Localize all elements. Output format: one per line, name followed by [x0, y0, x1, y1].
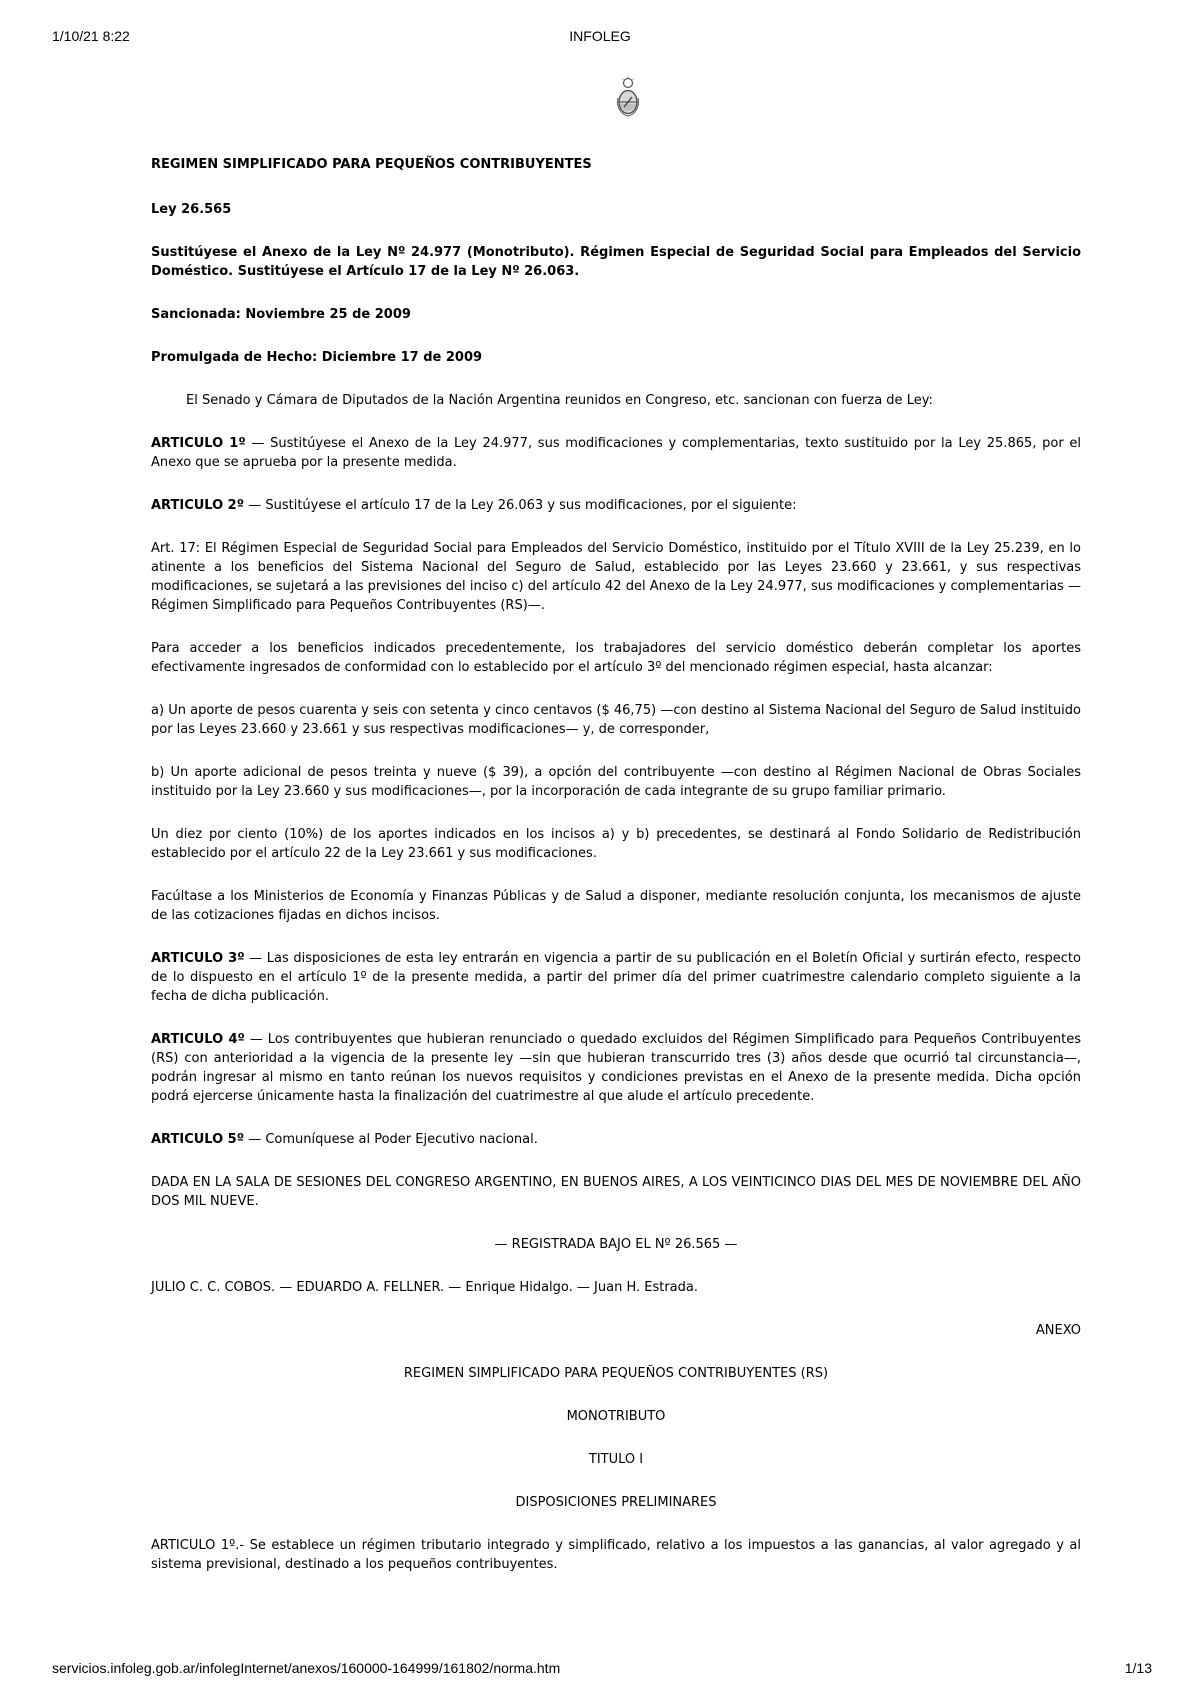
document-title: REGIMEN SIMPLIFICADO PARA PEQUEÑOS CONTRIBUYENTES	[151, 157, 592, 172]
article-3	[151, 949, 1081, 1006]
article-2-label: ARTICULO 2º	[151, 498, 245, 513]
annex-label: ANEXO	[1035, 1323, 1081, 1338]
article-3-text: — Las disposiciones de esta ley entrarán en vigencia a partir de su publicación en el Boletín Oficial y surtirán efecto, respecto de lo dispuesto en el artículo 1º de la presente medida, a partir del primer día del primer cuatrimestre calendario completo siguiente a la fecha de dicha publicación.	[151, 951, 1081, 1004]
title-heading: TITULO I	[588, 1452, 644, 1467]
preamble: El Senado y Cámara de Diputados de la Nación Argentina reunidos en Congreso, etc. sancionan con fuerza de Ley:	[186, 393, 933, 408]
article-3-label: ARTICULO 3º	[151, 951, 245, 966]
sanction-date: Sancionada: Noviembre 25 de 2009	[151, 307, 411, 322]
article-5-label: ARTICULO 5º	[151, 1132, 245, 1147]
article-4-text: — Los contribuyentes que hubieran renunciado o quedado excluidos del Régimen Simplificado para Pequeños Contribuyentes (RS) con anterioridad a la vigencia de la presente ley —sin que hubieran transcurrido tres (3) años desde que ocurrió tal circunstancia—, podrán ingresar al mismo en tanto reúnan los nuevos requisitos y condiciones previstas en el Anexo de la presente medida. Dicha opción podrá ejercerse únicamente hasta la finalización del cuatrimestre al que alude el artículo precedente.	[151, 1032, 1081, 1104]
article-4-label: ARTICULO 4º	[151, 1032, 245, 1047]
page-url: servicios.infoleg.gob.ar/infolegInternet/anexos/160000-164999/161802/norma.htm	[52, 1660, 561, 1676]
preliminary-provisions-heading: DISPOSICIONES PRELIMINARES	[515, 1495, 717, 1510]
given-statement: DADA EN LA SALA DE SESIONES DEL CONGRESO ARGENTINO, EN BUENOS AIRES, A LOS VEINTICINCO DIAS DEL MES DE NOVIEMBRE DEL AÑO DOS MIL NUEVE.	[151, 1175, 1081, 1209]
monotributo-heading: MONOTRIBUTO	[566, 1409, 666, 1424]
article-2-text: — Sustitúyese el artículo 17 de la Ley 26.063 y sus modificaciones, por el siguiente:	[244, 498, 797, 513]
law-document	[151, 155, 1081, 1598]
ten-percent-paragraph: Un diez por ciento (10%) de los aportes indicados en los incisos a) y b) precedentes, se destinará al Fondo Solidario de Redistribución establecido por el artículo 22 de la Ley 23.661 y sus modificaciones.	[151, 827, 1081, 861]
annex-title: REGIMEN SIMPLIFICADO PARA PEQUEÑOS CONTRIBUYENTES (RS)	[403, 1366, 829, 1381]
subsection-b: b) Un aporte adicional de pesos treinta y nueve ($ 39), a opción del contribuyente —con destino al Régimen Nacional de Obras Sociales instituido por la Ley 23.660 y sus modificaciones—, por la incorporación de cada integrante de su grupo familiar primario.	[151, 765, 1081, 799]
argentina-coat-of-arms-icon	[616, 76, 640, 118]
article-1	[151, 434, 1081, 472]
registration-number: — REGISTRADA BAJO EL Nº 26.565 —	[494, 1237, 738, 1252]
article-2	[151, 496, 1081, 515]
signatures: JULIO C. C. COBOS. — EDUARDO A. FELLNER. — Enrique Hidalgo. — Juan H. Estrada.	[151, 1280, 698, 1295]
article-17-text: Art. 17: El Régimen Especial de Seguridad Social para Empleados del Servicio Doméstico, instituido por el Título XVIII de la Ley 25.239, en lo atinente a los beneficios del Sistema Nacional del Seguro de Salud, establecido por las Leyes 23.660 y 23.661, y sus respectivas modificaciones, se sujetará a las previsiones del inciso c) del artículo 42 del Anexo de la Ley 24.977, sus modificaciones y complementarias —Régimen Simplificado para Pequeños Contribuyentes (RS)—.	[151, 541, 1081, 613]
law-number: Ley 26.565	[151, 202, 232, 217]
article-1-text: — Sustitúyese el Anexo de la Ley 24.977, sus modificaciones y complementarias, texto sustituido por la Ley 25.865, por el Anexo que se aprueba por la presente medida.	[151, 436, 1081, 470]
law-summary: Sustitúyese el Anexo de la Ley Nº 24.977 (Monotributo). Régimen Especial de Seguridad Social para Empleados del Servicio Doméstico. Sustitúyese el Artículo 17 de la Ley Nº 26.063.	[151, 245, 1081, 279]
annex-article-1: ARTICULO 1º.- Se establece un régimen tributario integrado y simplificado, relativo a los impuestos a las ganancias, al valor agregado y al sistema previsional, destinado a los pequeños contribuyentes.	[151, 1538, 1081, 1572]
access-paragraph: Para acceder a los beneficios indicados precedentemente, los trabajadores del servicio doméstico deberán completar los aportes efectivamente ingresados de conformidad con lo establecido por el artículo 3º del mencionado régimen especial, hasta alcanzar:	[151, 641, 1081, 675]
print-site-title: INFOLEG	[569, 28, 631, 44]
subsection-a: a) Un aporte de pesos cuarenta y seis con setenta y cinco centavos ($ 46,75) —con destino al Sistema Nacional del Seguro de Salud instituido por las Leyes 23.660 y 23.661 y sus respectivas modificaciones— y, de corresponder,	[151, 703, 1081, 737]
article-1-label: ARTICULO 1º	[151, 436, 246, 451]
print-datetime: 1/10/21 8:22	[52, 28, 130, 44]
article-5	[151, 1130, 1081, 1149]
page-number: 1/13	[1124, 1660, 1152, 1676]
promulgation-date: Promulgada de Hecho: Diciembre 17 de 2009	[151, 350, 483, 365]
authorization-paragraph: Facúltase a los Ministerios de Economía y Finanzas Públicas y de Salud a disponer, mediante resolución conjunta, los mecanismos de ajuste de las cotizaciones fijadas en dichos incisos.	[151, 889, 1081, 923]
article-4	[151, 1030, 1081, 1106]
article-5-text: — Comuníquese al Poder Ejecutivo nacional.	[244, 1132, 538, 1147]
